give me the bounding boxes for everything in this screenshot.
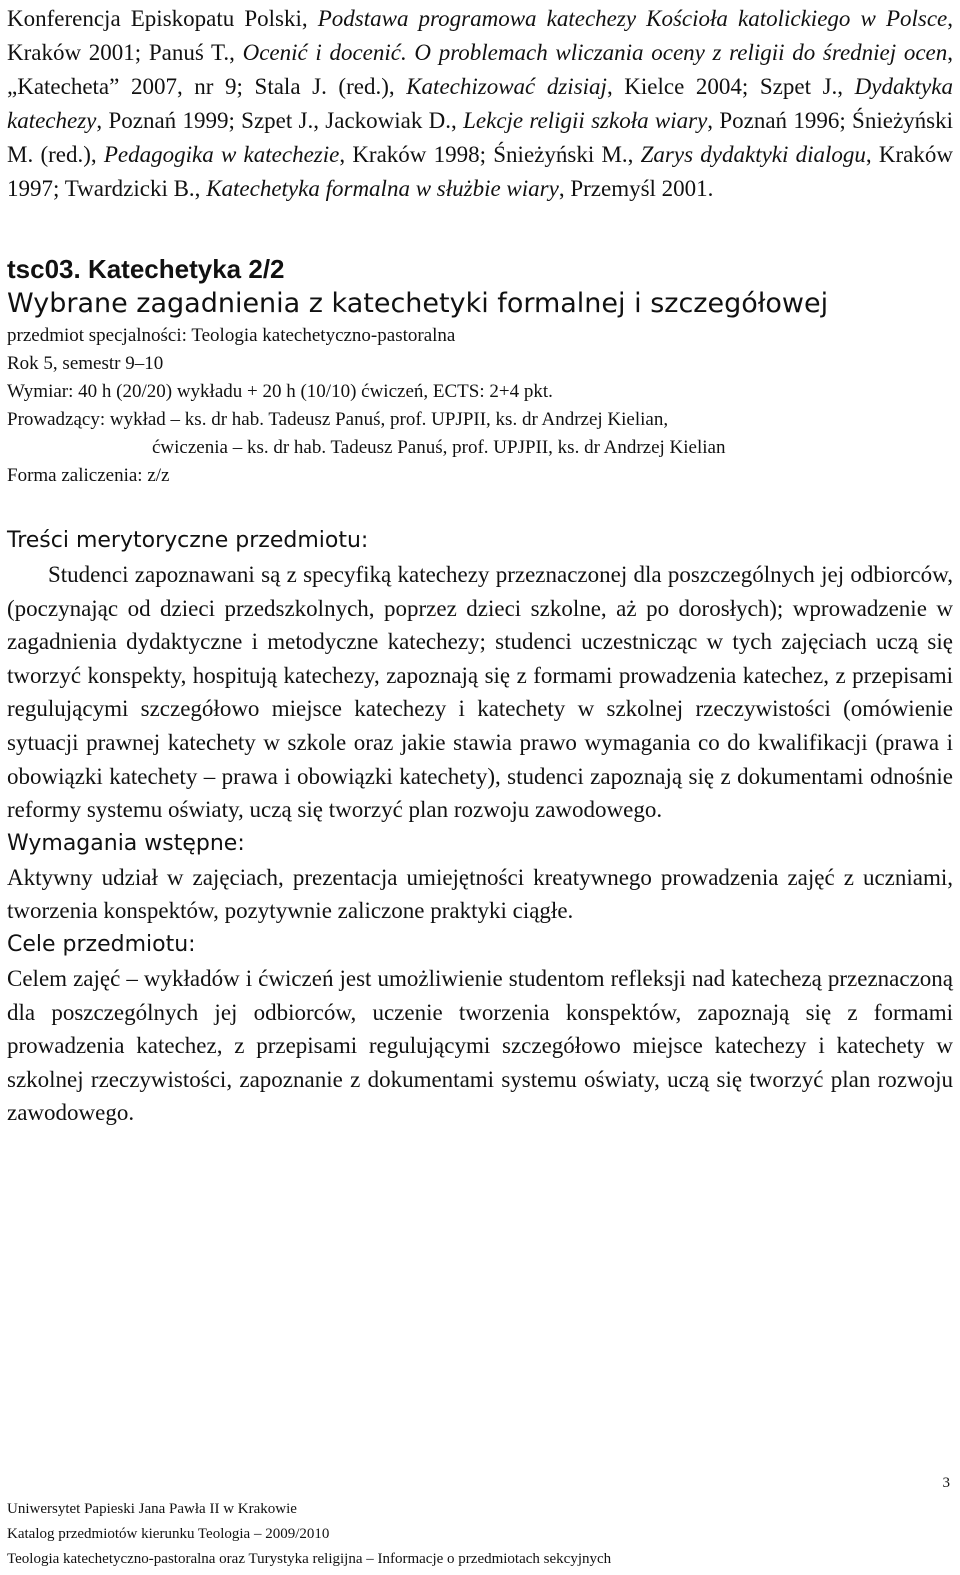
bibliography-title: Katechizować dzisiaj	[406, 74, 607, 99]
bibliography-title: Katechetyka formalna w służbie wiary	[206, 176, 559, 201]
requirements-text: Aktywny udział w zajęciach, prezentacja umiejętności kreatywnego prowadzenia zajęć z uczniami, tworzenia konspektów, pozytywnie zaliczone praktyki ciągłe.	[7, 864, 953, 924]
goals-text: Celem zajęć – wykładów i ćwiczeń jest umożliwienie studentom refleksji nad katechezą przeznaczoną dla poszczególnych jej odbiorców, uczenie tworzenia konspektów, zapoznają się z formami prowadzenia katechez, z przepisami regulującymi szczegółowo miejsce katechezy i katechety w szkolnej rzeczywistości, zapoznanie z dokumentami systemu oświaty, uczą się tworzyć plan rozwoju zawodowego.	[7, 965, 953, 1126]
course-year: Rok 5, semestr 9–10	[7, 353, 164, 374]
page-number: 3	[942, 1475, 950, 1491]
bibliography-title: Podstawa programowa katechezy Kościoła katolickiego w Polsce	[317, 6, 948, 31]
bibliography-text: , „Katecheta” 2007, nr 9; Stala J. (red.),	[7, 40, 953, 99]
bibliography-title: Dydaktyka katechezy	[7, 74, 953, 133]
bibliography-paragraph	[7, 0, 953, 206]
bibliography-text: , Poznań 1999; Szpet J., Jackowiak D.,	[96, 108, 464, 133]
bibliography-text: , Kraków 1998; Śnieżyński M.,	[339, 142, 641, 167]
bibliography-title: Ocenić i docenić. O problemach wliczania oceny z religii do średniej ocen	[242, 40, 948, 65]
footer-catalog: Katalog przedmiotów kierunku Teologia – 2009/2010	[7, 1526, 330, 1542]
bibliography-text: , Kraków 2001; Panuś T.,	[7, 6, 953, 65]
footer-subtitle: Teologia katechetyczno-pastoralna oraz Turystyka religijna – Informacje o przedmiotach sekcyjnych	[7, 1551, 612, 1567]
bibliography-title: Lekcje religii szkoła wiary	[463, 108, 708, 133]
bibliography-text: , Przemyśl 2001.	[558, 176, 714, 201]
bibliography-text: Konferencja Episkopatu Polski,	[7, 6, 318, 31]
course-code: tsc03. Katechetyka 2/2	[7, 254, 285, 284]
course-lecturers: Prowadzący: wykład – ks. dr hab. Tadeusz Panuś, prof. UPJPII, ks. dr Andrzej Kielian,	[7, 409, 669, 430]
bibliography-text: , Poznań 1996; Śnieżyński M. (red.),	[7, 108, 953, 167]
footer-university: Uniwersytet Papieski Jana Pawła II w Krakowie	[7, 1501, 297, 1517]
bibliography-text: , Kraków 1997; Twardzicki B.,	[7, 142, 953, 201]
course-assessment: Forma zaliczenia: z/z	[7, 465, 170, 486]
requirements-heading: Wymagania wstępne:	[7, 830, 245, 856]
course-scope: Wymiar: 40 h (20/20) wykładu + 20 h (10/10) ćwiczeń, ECTS: 2+4 pkt.	[7, 381, 553, 402]
document-page	[7, 0, 953, 1130]
bibliography-text: , Kielce 2004; Szpet J.,	[606, 74, 855, 99]
content-heading: Treści merytoryczne przedmiotu:	[7, 528, 369, 553]
page-footer	[7, 1497, 953, 1572]
course-exercises-lecturers: ćwiczenia – ks. dr hab. Tadeusz Panuś, prof. UPJPII, ks. dr Andrzej Kielian	[152, 437, 726, 458]
course-title: Wybrane zagadnienia z katechetyki formalnej i szczegółowej	[7, 288, 829, 319]
content-text: Studenci zapoznawani są z specyfiką katechezy przeznaczonej dla poszczególnych jej odbiorców, (poczynając od dzieci przedszkolnych, poprzez dzieci szkolne, aż po dorosłych); wprowadzenie w zagadnienia dydaktyczne i metodyczne katechezy; studenci uczestnicząc w tych zajęciach uczą się tworzyć konspekty, hospitują katechezy, zapoznają się z formami prowadzenia katechez, z przepisami regulującymi szczegółowo miejsce katechezy i katechety w szkolnej rzeczywistości (omówienie sytuacji prawnej katechety w szkole oraz jakie stawia prawo wymagania co do kwalifikacji (prawa i obowiązki katechety – prawa i obowiązki katechety), studenci zapoznają się z dokumentami odnośnie reformy systemu oświaty, uczą się tworzyć plan rozwoju zawodowego.	[7, 562, 953, 823]
bibliography-title: Zarys dydaktyki dialogu	[640, 142, 866, 167]
course-specialty: przedmiot specjalności: Teologia katechetyczno-pastoralna	[7, 325, 456, 346]
goals-heading: Cele przedmiotu:	[7, 931, 196, 957]
bibliography-title: Pedagogika w katechezie	[103, 142, 340, 167]
